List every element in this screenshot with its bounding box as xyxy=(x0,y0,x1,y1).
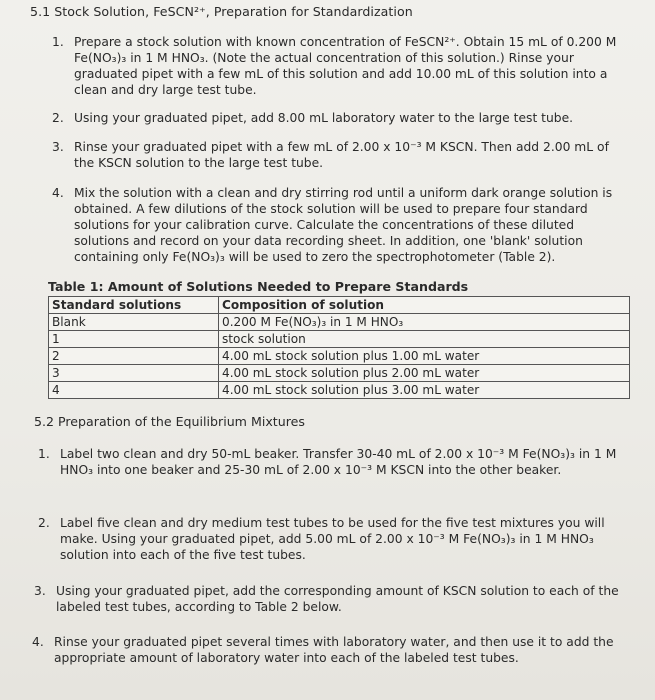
step-number: 3. xyxy=(34,584,46,598)
step-text: Rinse your graduated pipet several times with laboratory water, and then use it to add the appropriate amount of laboratory water into each of the labeled test tubes. xyxy=(54,635,614,665)
table-row xyxy=(49,331,630,348)
cell-standard: 3 xyxy=(49,365,219,382)
step-2-4 xyxy=(32,634,634,666)
table-row xyxy=(49,365,630,382)
step-1-1 xyxy=(52,34,622,98)
cell-standard: 2 xyxy=(49,348,219,365)
step-2-3 xyxy=(34,583,626,615)
header-composition: Composition of solution xyxy=(219,297,630,314)
table-row xyxy=(49,382,630,399)
cell-standard: 4 xyxy=(49,382,219,399)
step-text: Prepare a stock solution with known concentration of FeSCN²⁺. Obtain 15 mL of 0.200 M Fe(NO₃)₃ in 1 M HNO₃. (Note the actual concentration of this solution.) Rinse your graduated pipet with a few mL of this solution and add 10.00 mL of this solution into a clean and dry large test tube. xyxy=(74,35,617,97)
cell-composition: stock solution xyxy=(219,331,630,348)
cell-composition: 4.00 mL stock solution plus 2.00 mL water xyxy=(219,365,630,382)
cell-composition: 4.00 mL stock solution plus 3.00 mL water xyxy=(219,382,630,399)
step-1-2 xyxy=(52,110,622,126)
step-number: 1. xyxy=(52,35,64,49)
table-row xyxy=(49,314,630,331)
table-row xyxy=(49,348,630,365)
step-number: 3. xyxy=(52,140,64,154)
cell-composition: 4.00 mL stock solution plus 1.00 mL water xyxy=(219,348,630,365)
standards-table-block xyxy=(48,279,630,399)
step-number: 2. xyxy=(52,111,64,125)
step-1-3 xyxy=(52,139,622,171)
step-text: Mix the solution with a clean and dry stirring rod until a uniform dark orange solution is obtained. A few dilutions of the stock solution will be used to prepare four standard solutions for your calibration curve. Calculate the concentrations of these diluted solutions and record on your data recording sheet. In addition, one 'blank' solution containing only Fe(NO₃)₃ will be used to zero the spectrophotometer (Table 2). xyxy=(74,186,613,264)
step-text: Rinse your graduated pipet with a few mL of 2.00 x 10⁻³ M KSCN. Then add 2.00 mL of the KSCN solution to the large test tube. xyxy=(74,140,609,170)
section-1-title: 5.1 Stock Solution, FeSCN²⁺, Preparation for Standardization xyxy=(30,4,413,19)
step-text: Using your graduated pipet, add the corresponding amount of KSCN solution to each of the labeled test tubes, according to Table 2 below. xyxy=(56,584,619,614)
step-text: Label five clean and dry medium test tubes to be used for the five test mixtures you will make. Using your graduated pipet, add 5.00 mL of 2.00 x 10⁻³ M Fe(NO₃)₃ in 1 M HNO₃ solution into each of the five test tubes. xyxy=(60,516,605,562)
step-number: 2. xyxy=(38,516,50,530)
cell-composition: 0.200 M Fe(NO₃)₃ in 1 M HNO₃ xyxy=(219,314,630,331)
cell-standard: 1 xyxy=(49,331,219,348)
step-1-4 xyxy=(52,185,622,265)
section-2-title: 5.2 Preparation of the Equilibrium Mixtures xyxy=(34,414,305,429)
standards-table xyxy=(48,296,630,399)
step-number: 4. xyxy=(32,635,44,649)
step-2-1 xyxy=(38,446,620,478)
cell-standard: Blank xyxy=(49,314,219,331)
step-text: Using your graduated pipet, add 8.00 mL laboratory water to the large test tube. xyxy=(74,111,574,125)
step-number: 4. xyxy=(52,186,64,200)
step-text: Label two clean and dry 50-mL beaker. Transfer 30-40 mL of 2.00 x 10⁻³ M Fe(NO₃)₃ in 1 M HNO₃ into one beaker and 25-30 mL of 2.00 x 10⁻³ M KSCN into the other beaker. xyxy=(60,447,617,477)
step-2-2 xyxy=(38,515,620,563)
step-number: 1. xyxy=(38,447,50,461)
header-standard-solutions: Standard solutions xyxy=(49,297,219,314)
table-header-row xyxy=(49,297,630,314)
table-caption: Table 1: Amount of Solutions Needed to Prepare Standards xyxy=(48,279,469,294)
